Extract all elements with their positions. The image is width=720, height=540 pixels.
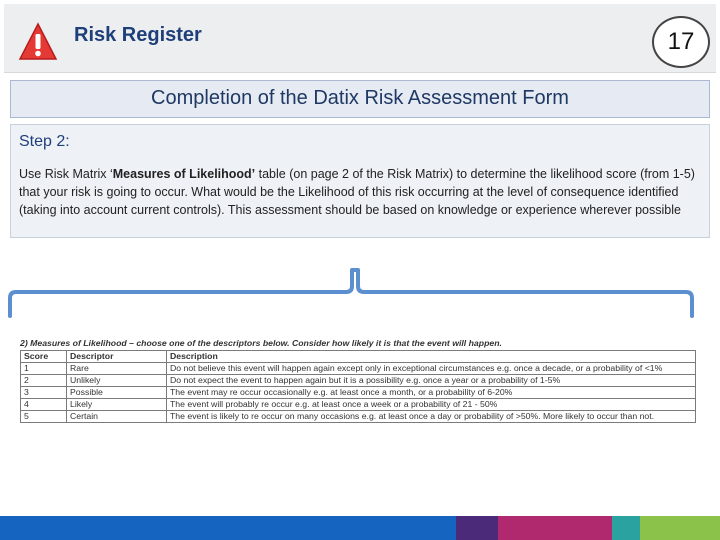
table-row <box>21 363 696 375</box>
description-cell: The event is likely to re occur on many occasions e.g. at least once a day or probability of >50%. More likely to occur than not. <box>167 411 696 423</box>
descriptor-cell: Certain <box>67 411 167 423</box>
app-title: Risk Register <box>74 24 202 46</box>
table-row <box>21 411 696 423</box>
column-header-score: Score <box>21 351 67 363</box>
table-row <box>21 375 696 387</box>
score-cell: 4 <box>21 399 67 411</box>
score-cell: 5 <box>21 411 67 423</box>
description-cell: The event will probably re occur e.g. at least once a week or a probability of 21 - 50% <box>167 399 696 411</box>
description-cell: The event may re occur occasionally e.g. at least once a month, or a probability of 6-20% <box>167 387 696 399</box>
header-bar <box>4 4 716 73</box>
footer-segment-purple <box>456 516 498 540</box>
footer-segment-magenta <box>498 516 612 540</box>
table-header-row <box>21 351 696 363</box>
score-cell: 1 <box>21 363 67 375</box>
page-number-badge: 17 <box>652 16 710 68</box>
likelihood-table <box>20 350 696 423</box>
likelihood-matrix <box>20 338 700 423</box>
matrix-heading: 2) Measures of Likelihood – choose one of the descriptors below. Consider how likely it is that the event will happen. <box>20 338 502 348</box>
section-banner <box>10 80 710 118</box>
description-cell: Do not believe this event will happen again except only in exceptional circumstances e.g. once a decade, or a probability of <1% <box>167 363 696 375</box>
bracket-connector <box>8 268 712 318</box>
step-instructions <box>10 124 710 238</box>
step-label: Step 2: <box>19 133 70 150</box>
descriptor-cell: Possible <box>67 387 167 399</box>
descriptor-cell: Rare <box>67 363 167 375</box>
footer-segment-teal <box>612 516 640 540</box>
descriptor-cell: Unlikely <box>67 375 167 387</box>
step-text-suffix: table (on page 2 of the Risk Matrix) to determine the likelihood score (from 1-5) that your risk is going to occur. What would be the Likelihood of this risk occurring at the level of consequence identified (taking into account current controls). This assessment should be based on knowledge or experience wherever possible <box>19 167 695 217</box>
step-text-bold: Measures of Likelihood’ <box>112 167 256 181</box>
footer-segment-green <box>640 516 720 540</box>
banner-title: Completion of the Datix Risk Assessment Form <box>151 87 569 109</box>
table-row <box>21 387 696 399</box>
footer-segment-blue <box>0 516 456 540</box>
step-text <box>19 165 699 219</box>
step-text-prefix: Use Risk Matrix ‘ <box>19 167 113 181</box>
descriptor-cell: Likely <box>67 399 167 411</box>
warning-icon <box>18 22 58 62</box>
description-cell: Do not expect the event to happen again but it is a possibility e.g. once a year or a probability of 1-5% <box>167 375 696 387</box>
score-cell: 2 <box>21 375 67 387</box>
footer-color-bar <box>0 516 720 540</box>
score-cell: 3 <box>21 387 67 399</box>
column-header-description: Description <box>167 351 696 363</box>
column-header-descriptor: Descriptor <box>67 351 167 363</box>
table-row <box>21 399 696 411</box>
